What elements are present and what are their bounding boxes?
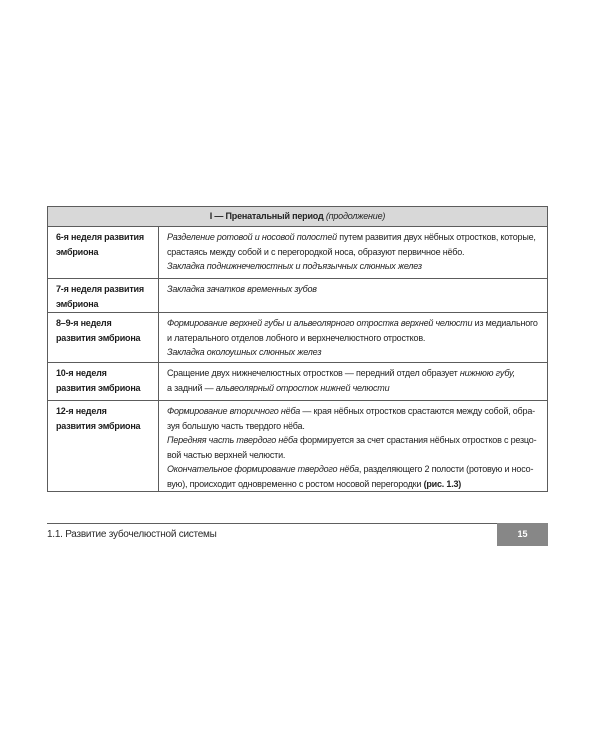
body-text: — края нёбных отростков срастаются между собой, обра-: [300, 406, 535, 416]
table-row: [48, 401, 548, 492]
table-header-row: [48, 207, 548, 227]
period-cell: [48, 401, 159, 492]
body-text: формируется за счет срастания нёбных отростков с резцо-: [297, 435, 537, 445]
prenatal-period-table: [47, 206, 548, 492]
emphasis-text: нижнюю губу,: [459, 368, 515, 378]
period-line: развития эмбриона: [56, 332, 141, 343]
description-line: [167, 404, 539, 419]
body-text: путем развития двух нёбных отростков, которые,: [336, 232, 536, 242]
description-cell: [159, 227, 548, 279]
emphasis-text: Формирование верхней губы и альвеолярного отростка верхней челюсти: [167, 318, 473, 328]
description-line: [167, 316, 539, 331]
description-line: [167, 230, 539, 245]
period-line: 6-я неделя развития: [56, 232, 144, 242]
period-cell: [48, 313, 159, 363]
period-line: эмбриона: [56, 298, 99, 309]
period-cell: [48, 279, 159, 313]
table-header-note: (продолжение): [325, 211, 386, 221]
description-cell: [159, 313, 548, 363]
table-header: [48, 207, 548, 227]
table-header-title: I — Пренатальный период: [209, 211, 324, 221]
period-cell: [48, 227, 159, 279]
period-line: 7-я неделя развития: [56, 284, 144, 294]
body-text: зуя большую часть твердого нёба.: [167, 420, 305, 431]
description-line: [167, 419, 539, 434]
period-line: 8–9-я неделя: [56, 318, 112, 328]
table-row: [48, 363, 548, 401]
description-cell: [159, 363, 548, 401]
page-number-badge: [497, 523, 548, 546]
description-line: [167, 245, 539, 260]
emphasis-text: Закладка поднижнечелюстных и подъязычных слюнных желез: [167, 261, 422, 271]
body-text: из медиального: [472, 318, 538, 328]
emphasis-text: Закладка зачатков временных зубов: [167, 284, 317, 294]
description-line: [167, 462, 539, 477]
body-text: а задний —: [167, 382, 216, 393]
period-line: 10-я неделя: [56, 368, 107, 378]
description-line: [167, 448, 539, 463]
period-cell: [48, 363, 159, 401]
description-line: [167, 259, 539, 274]
body-text: , разделяющего 2 полости (ротовую и носо-: [358, 464, 534, 474]
table-row: [48, 313, 548, 363]
description-cell: [159, 279, 548, 313]
description-line: [167, 381, 539, 396]
emphasis-text: Окончательное формирование твердого нёба: [167, 464, 359, 474]
footer-divider: [47, 523, 497, 524]
emphasis-text: альвеолярный отросток нижней челюсти: [215, 382, 390, 393]
footer-section-title: 1.1. Развитие зубочелюстной системы: [47, 529, 217, 540]
figure-reference: (рис. 1.3): [423, 478, 462, 489]
description-line: [167, 282, 539, 297]
emphasis-text: Разделение ротовой и носовой полостей: [167, 232, 337, 242]
period-line: развития эмбриона: [56, 420, 141, 431]
body-text: Сращение двух нижнечелюстных отростков — передний отдел образует: [167, 368, 460, 378]
description-line: [167, 477, 539, 492]
body-text: срастаясь между собой и с перегородкой носа, образуют первичное нёбо.: [167, 246, 465, 257]
period-line: эмбриона: [56, 246, 99, 257]
description-line: [167, 433, 539, 448]
description-cell: [159, 401, 548, 492]
emphasis-text: Формирование вторичного нёба: [167, 406, 301, 416]
period-line: развития эмбриона: [56, 382, 141, 393]
description-line: [167, 331, 539, 346]
emphasis-text: Закладка околоушных слюнных желез: [167, 347, 322, 357]
description-line: [167, 366, 539, 381]
table-row: [48, 227, 548, 279]
emphasis-text: Передняя часть твердого нёба: [167, 435, 298, 445]
body-text: и латерального отделов лобного и верхнечелюстного отростков.: [167, 332, 426, 343]
table-row: [48, 279, 548, 313]
page-number: 15: [517, 529, 528, 539]
body-text: вую), происходит одновременно с ростом носовой перегородки: [167, 478, 424, 489]
period-line: 12-я неделя: [56, 406, 107, 416]
body-text: вой частью верхней челюсти.: [167, 449, 286, 460]
description-line: [167, 345, 539, 360]
